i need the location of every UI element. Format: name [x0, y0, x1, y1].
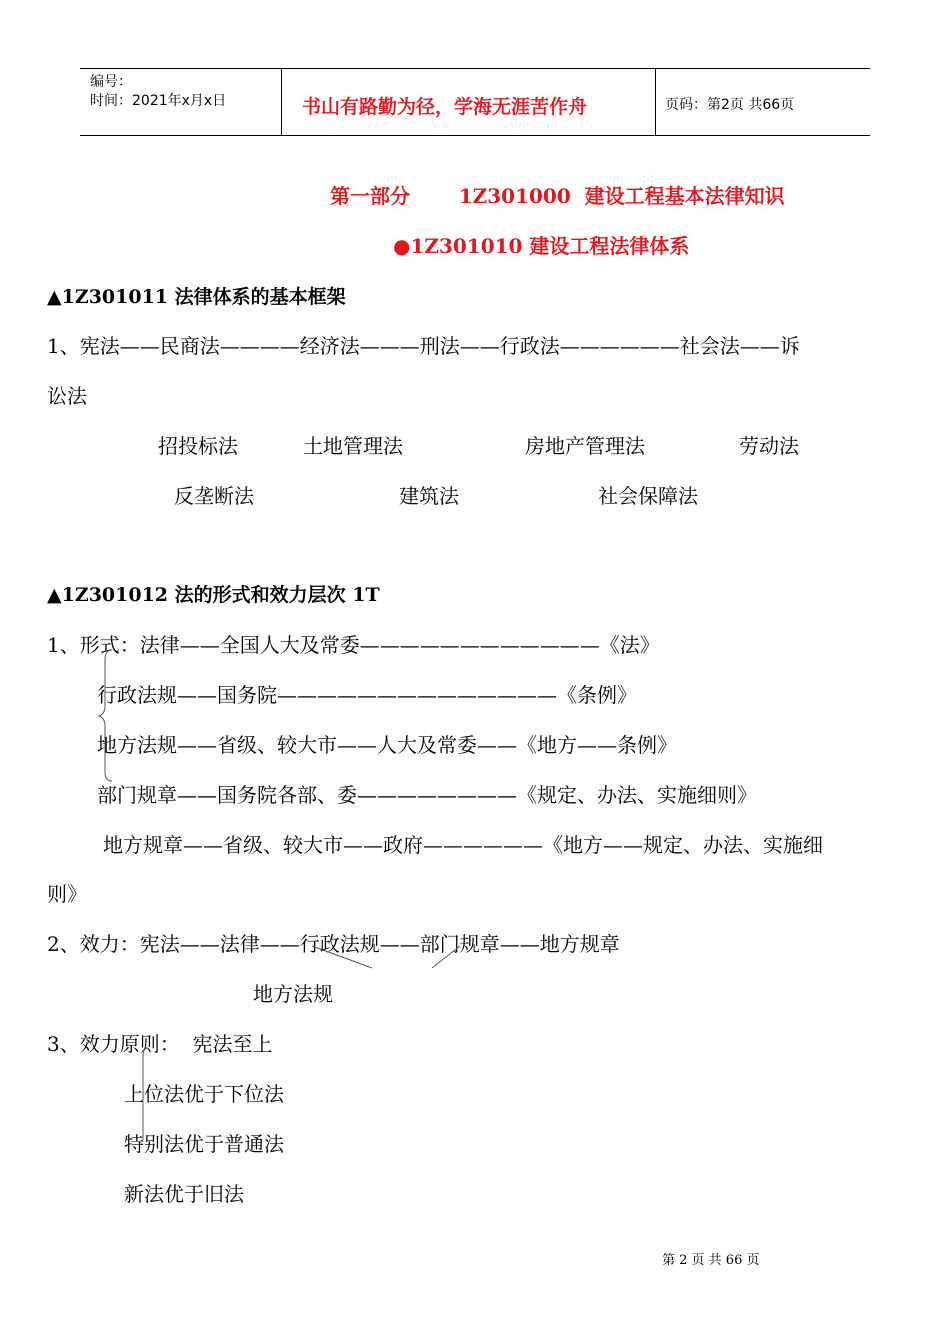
header-divider-left: [281, 68, 282, 136]
form-line: 行政法规——国务院——————————————《条例》: [97, 683, 637, 707]
header-divider-right: [655, 68, 656, 136]
law-item: 房地产管理法: [525, 434, 645, 458]
header-number-label: 编号：: [90, 74, 132, 90]
header-page-info: 页码：第2页 共66页: [665, 97, 795, 113]
effect-connector: [300, 944, 470, 972]
section1-line1-cont: 讼法: [47, 384, 87, 408]
law-item: 反垄断法: [174, 484, 254, 508]
form-line: 1、形式：法律——全国人大及常委————————————《法》: [47, 633, 660, 657]
form-line: 地方规章——省级、较大市——政府——————《地方——规定、办法、实施细: [103, 833, 823, 857]
header-motto: 书山有路勤为径，学海无涯苦作舟: [302, 96, 588, 118]
header-bottom-rule: [80, 135, 870, 136]
principle-item: 新法优于旧法: [124, 1182, 244, 1206]
law-item: 劳动法: [739, 434, 799, 458]
law-item: 社会保障法: [598, 484, 698, 508]
law-item: 招投标法: [158, 434, 238, 458]
effect-line: 2、效力：宪法——法律——行政法规——部门规章——地方规章: [47, 932, 620, 956]
principle-line: 3、效力原则： 宪法至上: [47, 1032, 273, 1056]
section1-heading: ▲1Z301011 法律体系的基本框架: [47, 286, 346, 308]
footer-page-number: 第 2 页 共 66 页: [662, 1253, 760, 1268]
form-line-cont: 则》: [47, 882, 87, 906]
principle-item: 特别法优于普通法: [124, 1132, 284, 1156]
law-item: 土地管理法: [303, 434, 403, 458]
form-line: 地方法规——省级、较大市——人大及常委——《地方——条例》: [97, 733, 677, 757]
law-item: 建筑法: [399, 484, 459, 508]
section1-line1: 1、宪法——民商法————经济法———刑法——行政法——————社会法——诉: [47, 334, 800, 358]
principles-brace: [138, 1046, 150, 1142]
section2-heading: ▲1Z301012 法的形式和效力层次 1T: [47, 584, 380, 606]
header-time-label: 时间：2021年x月x日: [90, 93, 227, 109]
forms-brace: [96, 648, 116, 783]
effect-sub: 地方法规: [253, 982, 333, 1006]
chapter-title: ●1Z301010 建设工程法律体系: [393, 234, 690, 258]
header-top-rule: [80, 68, 870, 69]
principle-item: 上位法优于下位法: [124, 1082, 284, 1106]
part-title: 第一部分 1Z301000 建设工程基本法律知识: [330, 184, 785, 208]
form-line: 部门规章——国务院各部、委————————《规定、办法、实施细则》: [97, 783, 757, 807]
